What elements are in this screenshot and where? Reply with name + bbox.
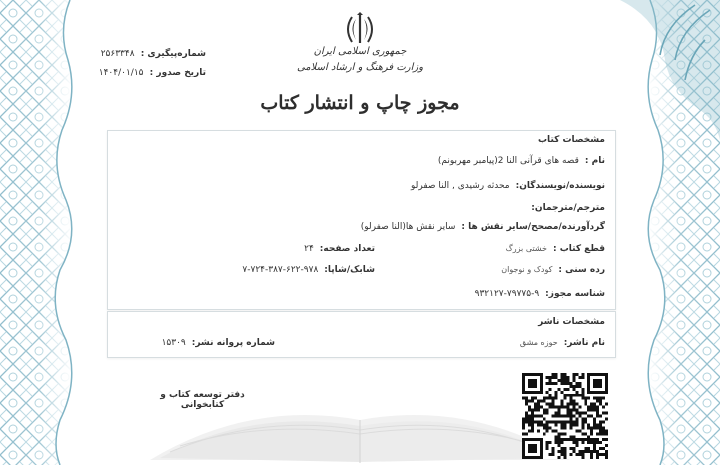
permit-number-row xyxy=(162,338,275,348)
format-value: خشتی بزرگ xyxy=(505,244,547,253)
issue-date-value: ۱۴۰۴/۰۱/۱۵ xyxy=(98,68,144,78)
license-id-label: شناسه مجوز: xyxy=(545,289,605,299)
issue-date xyxy=(99,68,206,78)
compiler-label: گردآورنده/مصحح/سایر نقش ها : xyxy=(461,222,605,232)
publisher-name-value: حوزه مشق xyxy=(519,338,558,347)
pages-label: تعداد صفحه: xyxy=(319,244,375,254)
translator-row xyxy=(531,203,605,213)
authors-value: محدثه رشیدی , النا صفرلو xyxy=(411,181,510,191)
permit-number-value: ۱۵۳۰۹ xyxy=(161,338,186,348)
age-value: کودک و نوجوان xyxy=(501,265,553,274)
document-title: مجوز چاپ و انتشار کتاب xyxy=(260,92,460,114)
isbn-row xyxy=(242,265,375,275)
license-id-value: ۹-۷۹۷۷۵-۹۳۲۱۲۷ xyxy=(474,289,540,299)
book-section-title: مشخصات کتاب xyxy=(538,135,605,145)
header-ministry-line: وزارت فرهنگ و ارشاد اسلامی xyxy=(296,62,424,73)
license-id-row xyxy=(475,289,605,299)
isbn-value: ۹۷۸-۶۲۲-۳۸۷-۷۲۴-۷ xyxy=(242,265,319,275)
tracking-number xyxy=(101,49,206,59)
issuing-office: دفتر توسعه کتاب و کتابخوانی xyxy=(160,390,245,410)
publisher-name-row xyxy=(520,338,605,348)
compiler-row xyxy=(361,222,605,232)
format-label: قطع کتاب : xyxy=(552,244,605,254)
tracking-number-label: شماره‌پیگیری : xyxy=(140,49,206,59)
pages-value: ۲۴ xyxy=(304,244,314,254)
format-row xyxy=(506,244,605,254)
compiler-value: سایر نقش ها(النا صفرلو) xyxy=(360,222,456,232)
right-ornament-border xyxy=(615,0,720,465)
age-row xyxy=(501,265,605,275)
translator-label: مترجم/مترجمان: xyxy=(531,203,605,213)
book-name-row xyxy=(438,156,605,166)
book-name-label: نام : xyxy=(584,156,605,166)
iran-emblem-icon xyxy=(344,12,376,46)
isbn-label: شابک/شاپا: xyxy=(324,265,375,275)
header-republic-line: جمهوری اسلامی ایران xyxy=(313,46,407,57)
pages-row xyxy=(304,244,375,254)
authors-label: نویسنده/نویسندگان: xyxy=(515,181,605,191)
left-ornament-border xyxy=(0,0,105,465)
age-label: رده سنی : xyxy=(558,265,605,275)
issue-date-label: تاریخ صدور : xyxy=(149,68,206,78)
tracking-number-value: ۲۵۶۳۳۴۸ xyxy=(100,49,135,59)
authors-row xyxy=(411,181,605,191)
publisher-details-card xyxy=(107,311,616,358)
book-details-card xyxy=(107,130,616,310)
publisher-name-label: نام ناشر: xyxy=(563,338,605,348)
publisher-section-title: مشخصات ناشر xyxy=(538,317,605,327)
book-name-value: قصه های قرآنی النا 2(پیامبر مهربونم) xyxy=(437,156,579,166)
qr-code-icon xyxy=(522,373,608,459)
permit-number-label: شماره پروانه نشر: xyxy=(191,338,275,348)
